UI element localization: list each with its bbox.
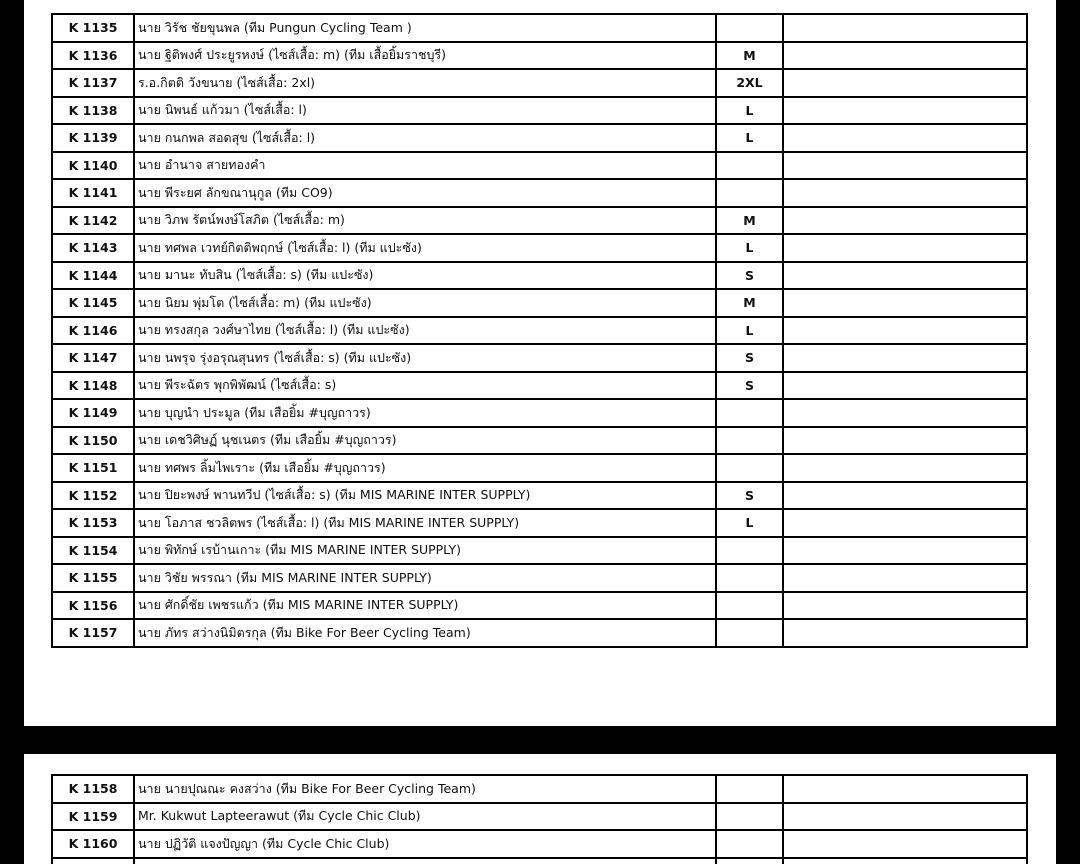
bib-number-cell: K 1145 — [52, 289, 134, 317]
table-row — [52, 262, 1027, 290]
shirt-size-cell — [716, 427, 783, 455]
participant-table — [51, 13, 1028, 648]
shirt-size-cell — [716, 537, 783, 565]
document-page-1 — [24, 0, 1056, 726]
blank-cell — [783, 124, 1027, 152]
bib-number-cell: K 1150 — [52, 427, 134, 455]
blank-cell — [783, 775, 1027, 803]
blank-cell — [783, 564, 1027, 592]
bib-number-cell: K 1146 — [52, 317, 134, 345]
blank-cell — [783, 592, 1027, 620]
table-row — [52, 564, 1027, 592]
shirt-size-cell: 2XL — [716, 69, 783, 97]
table-row — [52, 454, 1027, 482]
table-row — [52, 858, 1027, 864]
shirt-size-cell — [716, 454, 783, 482]
shirt-size-cell: M — [716, 289, 783, 317]
participant-name-cell: นาย ภัทร สว่างนิมิตรกุล (ทีม Bike For Beer Cycling Team) — [134, 619, 716, 647]
shirt-size-cell: L — [716, 234, 783, 262]
participant-name-cell: นาย นายปุณณะ คงสว่าง (ทีม Bike For Beer Cycling Team) — [134, 775, 716, 803]
table-row — [52, 830, 1027, 858]
shirt-size-cell — [716, 619, 783, 647]
participant-name-cell: นาย นิพนธ์ แก้วมา (ไซส์เสื้อ: l) — [134, 97, 716, 125]
participant-name-cell: นาย ทรงสกุล วงศ์ษาไทย (ไซส์เสื้อ: l) (ทีม แปะซัง) — [134, 317, 716, 345]
blank-cell — [783, 14, 1027, 42]
bib-number-cell: K 1143 — [52, 234, 134, 262]
table-row — [52, 69, 1027, 97]
shirt-size-cell: M — [716, 42, 783, 70]
participant-name-cell: นาย โอภาส ชวลิตพร (ไซส์เสื้อ: l) (ทีม MIS MARINE INTER SUPPLY) — [134, 509, 716, 537]
participant-name-cell: นาย บุญนำ ประมูล (ทีม เสือยิ้ม #บุญถาวร) — [134, 399, 716, 427]
bib-number-cell: K 1159 — [52, 803, 134, 831]
table-row — [52, 152, 1027, 180]
table-row — [52, 317, 1027, 345]
participant-name-cell: นาย ปิยะพงษ์ พานทวีป (ไซส์เสื้อ: s) (ทีม MIS MARINE INTER SUPPLY) — [134, 482, 716, 510]
participant-name-cell: นาย ฐิติพงศ์ ประยูรหงษ์ (ไซส์เสื้อ: m) (ทีม เสื้อยิ้มราชบุรี) — [134, 42, 716, 70]
blank-cell — [783, 152, 1027, 180]
blank-cell — [783, 830, 1027, 858]
participant-name-cell: Mr. Kukwut Lapteerawut (ทีม Cycle Chic Club) — [134, 803, 716, 831]
blank-cell — [783, 69, 1027, 97]
blank-cell — [783, 372, 1027, 400]
blank-cell — [783, 262, 1027, 290]
shirt-size-cell: L — [716, 97, 783, 125]
shirt-size-cell: M — [716, 207, 783, 235]
shirt-size-cell — [716, 564, 783, 592]
bib-number-cell: K 1148 — [52, 372, 134, 400]
table-row — [52, 207, 1027, 235]
table-row — [52, 509, 1027, 537]
blank-cell — [783, 207, 1027, 235]
table-row — [52, 14, 1027, 42]
participant-name-cell: นาย พิทักษ์ เรบ้านเกาะ (ทีม MIS MARINE INTER SUPPLY) — [134, 537, 716, 565]
participant-name-cell: นาย ทศพร ลิ้มไพเราะ (ทีม เสือยิ้ม #บุญถาวร) — [134, 454, 716, 482]
participant-table-body — [52, 14, 1027, 647]
participant-name-cell: นาย อำนาจ สายทองคำ — [134, 152, 716, 180]
shirt-size-cell — [716, 399, 783, 427]
participant-name-cell: นาย ศักดิ์ชัย เพชรแก้ว (ทีม MIS MARINE INTER SUPPLY) — [134, 592, 716, 620]
blank-cell — [783, 482, 1027, 510]
document-page-2 — [24, 754, 1056, 864]
participant-name-cell: นาย ทศพล เวทย์กิตติพฤกษ์ (ไซส์เสื้อ: l) (ทีม แปะซัง) — [134, 234, 716, 262]
blank-cell — [783, 454, 1027, 482]
blank-cell — [783, 803, 1027, 831]
participant-name-cell: นาย พีระยศ ลักขณานุกูล (ทีม CO9) — [134, 179, 716, 207]
blank-cell — [783, 234, 1027, 262]
participant-name-cell: นาย กนกพล สอดสุข (ไซส์เสื้อ: l) — [134, 124, 716, 152]
bib-number-cell: K 1141 — [52, 179, 134, 207]
bib-number-cell: K 1153 — [52, 509, 134, 537]
blank-cell — [783, 399, 1027, 427]
shirt-size-cell: S — [716, 372, 783, 400]
table-row — [52, 97, 1027, 125]
blank-cell — [783, 427, 1027, 455]
participant-name-cell — [134, 858, 716, 864]
bib-number-cell: K 1156 — [52, 592, 134, 620]
participant-name-cell: นาย เดชวิศิษฏ์ นุชเนตร (ทีม เสือยิ้ม #บุญถาวร) — [134, 427, 716, 455]
bib-number-cell: K 1142 — [52, 207, 134, 235]
bib-number-cell: K 1137 — [52, 69, 134, 97]
participant-name-cell: นาย นิยม พุ่มโต (ไซส์เสื้อ: m) (ทีม แปะซัง) — [134, 289, 716, 317]
participant-name-cell: นาย วิรัช ชัยขุนพล (ทีม Pungun Cycling Team ) — [134, 14, 716, 42]
blank-cell — [783, 344, 1027, 372]
bib-number-cell: K 1155 — [52, 564, 134, 592]
table-row — [52, 775, 1027, 803]
blank-cell — [783, 619, 1027, 647]
bib-number-cell — [52, 858, 134, 864]
bib-number-cell: K 1149 — [52, 399, 134, 427]
bib-number-cell: K 1152 — [52, 482, 134, 510]
table-row — [52, 592, 1027, 620]
blank-cell — [783, 317, 1027, 345]
table-row — [52, 344, 1027, 372]
shirt-size-cell — [716, 14, 783, 42]
bib-number-cell: K 1144 — [52, 262, 134, 290]
table-row — [52, 372, 1027, 400]
bib-number-cell: K 1151 — [52, 454, 134, 482]
table-row — [52, 803, 1027, 831]
participant-table-body — [52, 775, 1027, 864]
bib-number-cell: K 1138 — [52, 97, 134, 125]
shirt-size-cell: S — [716, 262, 783, 290]
participant-name-cell: นาย ปฏิวัติ แจงปัญญา (ทีม Cycle Chic Club) — [134, 830, 716, 858]
table-row — [52, 42, 1027, 70]
shirt-size-cell — [716, 858, 783, 864]
participant-name-cell: นาย นพรุจ รุ่งอรุณสุนทร (ไซส์เสื้อ: s) (ทีม แปะซัง) — [134, 344, 716, 372]
bib-number-cell: K 1147 — [52, 344, 134, 372]
participant-name-cell: นาย มานะ ทับสิน (ไซส์เสื้อ: s) (ทีม แปะซัง) — [134, 262, 716, 290]
shirt-size-cell — [716, 152, 783, 180]
shirt-size-cell: S — [716, 482, 783, 510]
shirt-size-cell: S — [716, 344, 783, 372]
participant-name-cell: ร.อ.กิตติ วังขนาย (ไซส์เสื้อ: 2xl) — [134, 69, 716, 97]
shirt-size-cell — [716, 179, 783, 207]
blank-cell — [783, 537, 1027, 565]
blank-cell — [783, 42, 1027, 70]
blank-cell — [783, 97, 1027, 125]
shirt-size-cell — [716, 592, 783, 620]
table-row — [52, 234, 1027, 262]
bib-number-cell: K 1135 — [52, 14, 134, 42]
table-row — [52, 179, 1027, 207]
shirt-size-cell: L — [716, 509, 783, 537]
bib-number-cell: K 1160 — [52, 830, 134, 858]
table-row — [52, 124, 1027, 152]
blank-cell — [783, 509, 1027, 537]
shirt-size-cell: L — [716, 124, 783, 152]
bib-number-cell: K 1136 — [52, 42, 134, 70]
blank-cell — [783, 179, 1027, 207]
table-row — [52, 537, 1027, 565]
shirt-size-cell: L — [716, 317, 783, 345]
table-row — [52, 619, 1027, 647]
bib-number-cell: K 1140 — [52, 152, 134, 180]
bib-number-cell: K 1154 — [52, 537, 134, 565]
participant-name-cell: นาย พีระฉัตร พุกพิพัฒน์ (ไซส์เสื้อ: s) — [134, 372, 716, 400]
shirt-size-cell — [716, 775, 783, 803]
table-row — [52, 399, 1027, 427]
shirt-size-cell — [716, 830, 783, 858]
bib-number-cell: K 1158 — [52, 775, 134, 803]
bib-number-cell: K 1157 — [52, 619, 134, 647]
participant-name-cell: นาย วิภพ รัตน์พงษ์โสภิต (ไซส์เสื้อ: m) — [134, 207, 716, 235]
participant-name-cell: นาย วิชัย พรรณา (ทีม MIS MARINE INTER SUPPLY) — [134, 564, 716, 592]
table-row — [52, 482, 1027, 510]
bib-number-cell: K 1139 — [52, 124, 134, 152]
participant-table — [51, 774, 1028, 864]
table-row — [52, 289, 1027, 317]
blank-cell — [783, 858, 1027, 864]
blank-cell — [783, 289, 1027, 317]
shirt-size-cell — [716, 803, 783, 831]
table-row — [52, 427, 1027, 455]
